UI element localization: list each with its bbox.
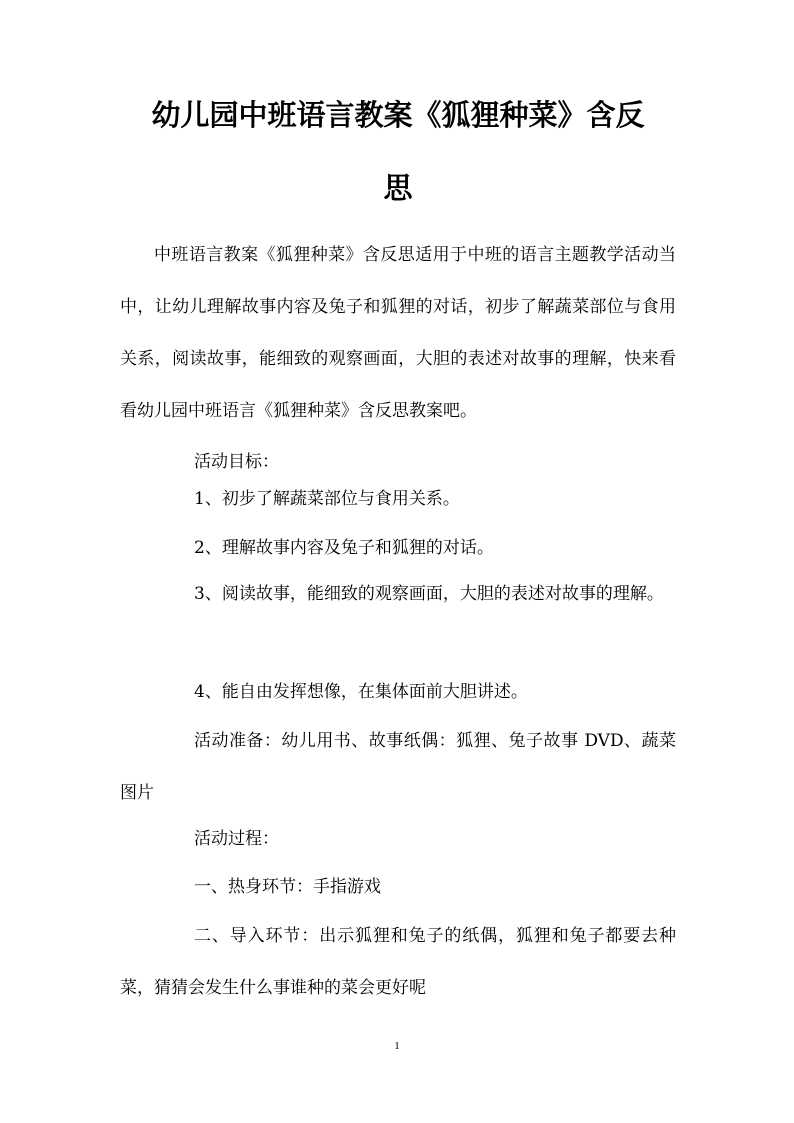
intro-paragraph: 中班语言教案《狐狸种菜》含反思适用于中班的语言主题教学活动当中，让幼儿理解故事内容及兔子和狐狸的对话，初步了解蔬菜部位与食用关系，阅读故事，能细致的观察画面，大胆的表述对故事的理解，快来看看幼儿园中班语言《狐狸种菜》含反思教案吧。 bbox=[120, 245, 676, 421]
goal-item-3: 3、阅读故事，能细致的观察画面，大胆的表述对故事的理解。 bbox=[194, 584, 664, 604]
page-number: 1 bbox=[394, 1040, 400, 1052]
goal-item-4: 4、能自由发挥想像，在集体面前大胆讲述。 bbox=[194, 682, 528, 702]
preparation-paragraph: 活动准备：幼儿用书、故事纸偶：狐狸、兔子故事 DVD、蔬菜图片 bbox=[120, 731, 676, 803]
goal-item-1: 1、初步了解蔬菜部位与食用关系。 bbox=[194, 489, 460, 509]
document-title-line-2: 思 bbox=[383, 171, 413, 205]
process-step-2: 二、导入环节：出示狐狸和兔子的纸偶，狐狸和兔子都要去种菜，猜猜会发生什么事谁种的菜会更好呢 bbox=[120, 926, 676, 998]
document-title-line-1: 幼儿园中班语言教案《狐狸种菜》含反 bbox=[151, 98, 645, 132]
goals-heading: 活动目标： bbox=[194, 452, 279, 472]
process-step-1: 一、热身环节：手指游戏 bbox=[194, 877, 381, 897]
process-heading: 活动过程： bbox=[194, 829, 279, 849]
goal-item-2: 2、理解故事内容及兔子和狐狸的对话。 bbox=[194, 538, 494, 558]
